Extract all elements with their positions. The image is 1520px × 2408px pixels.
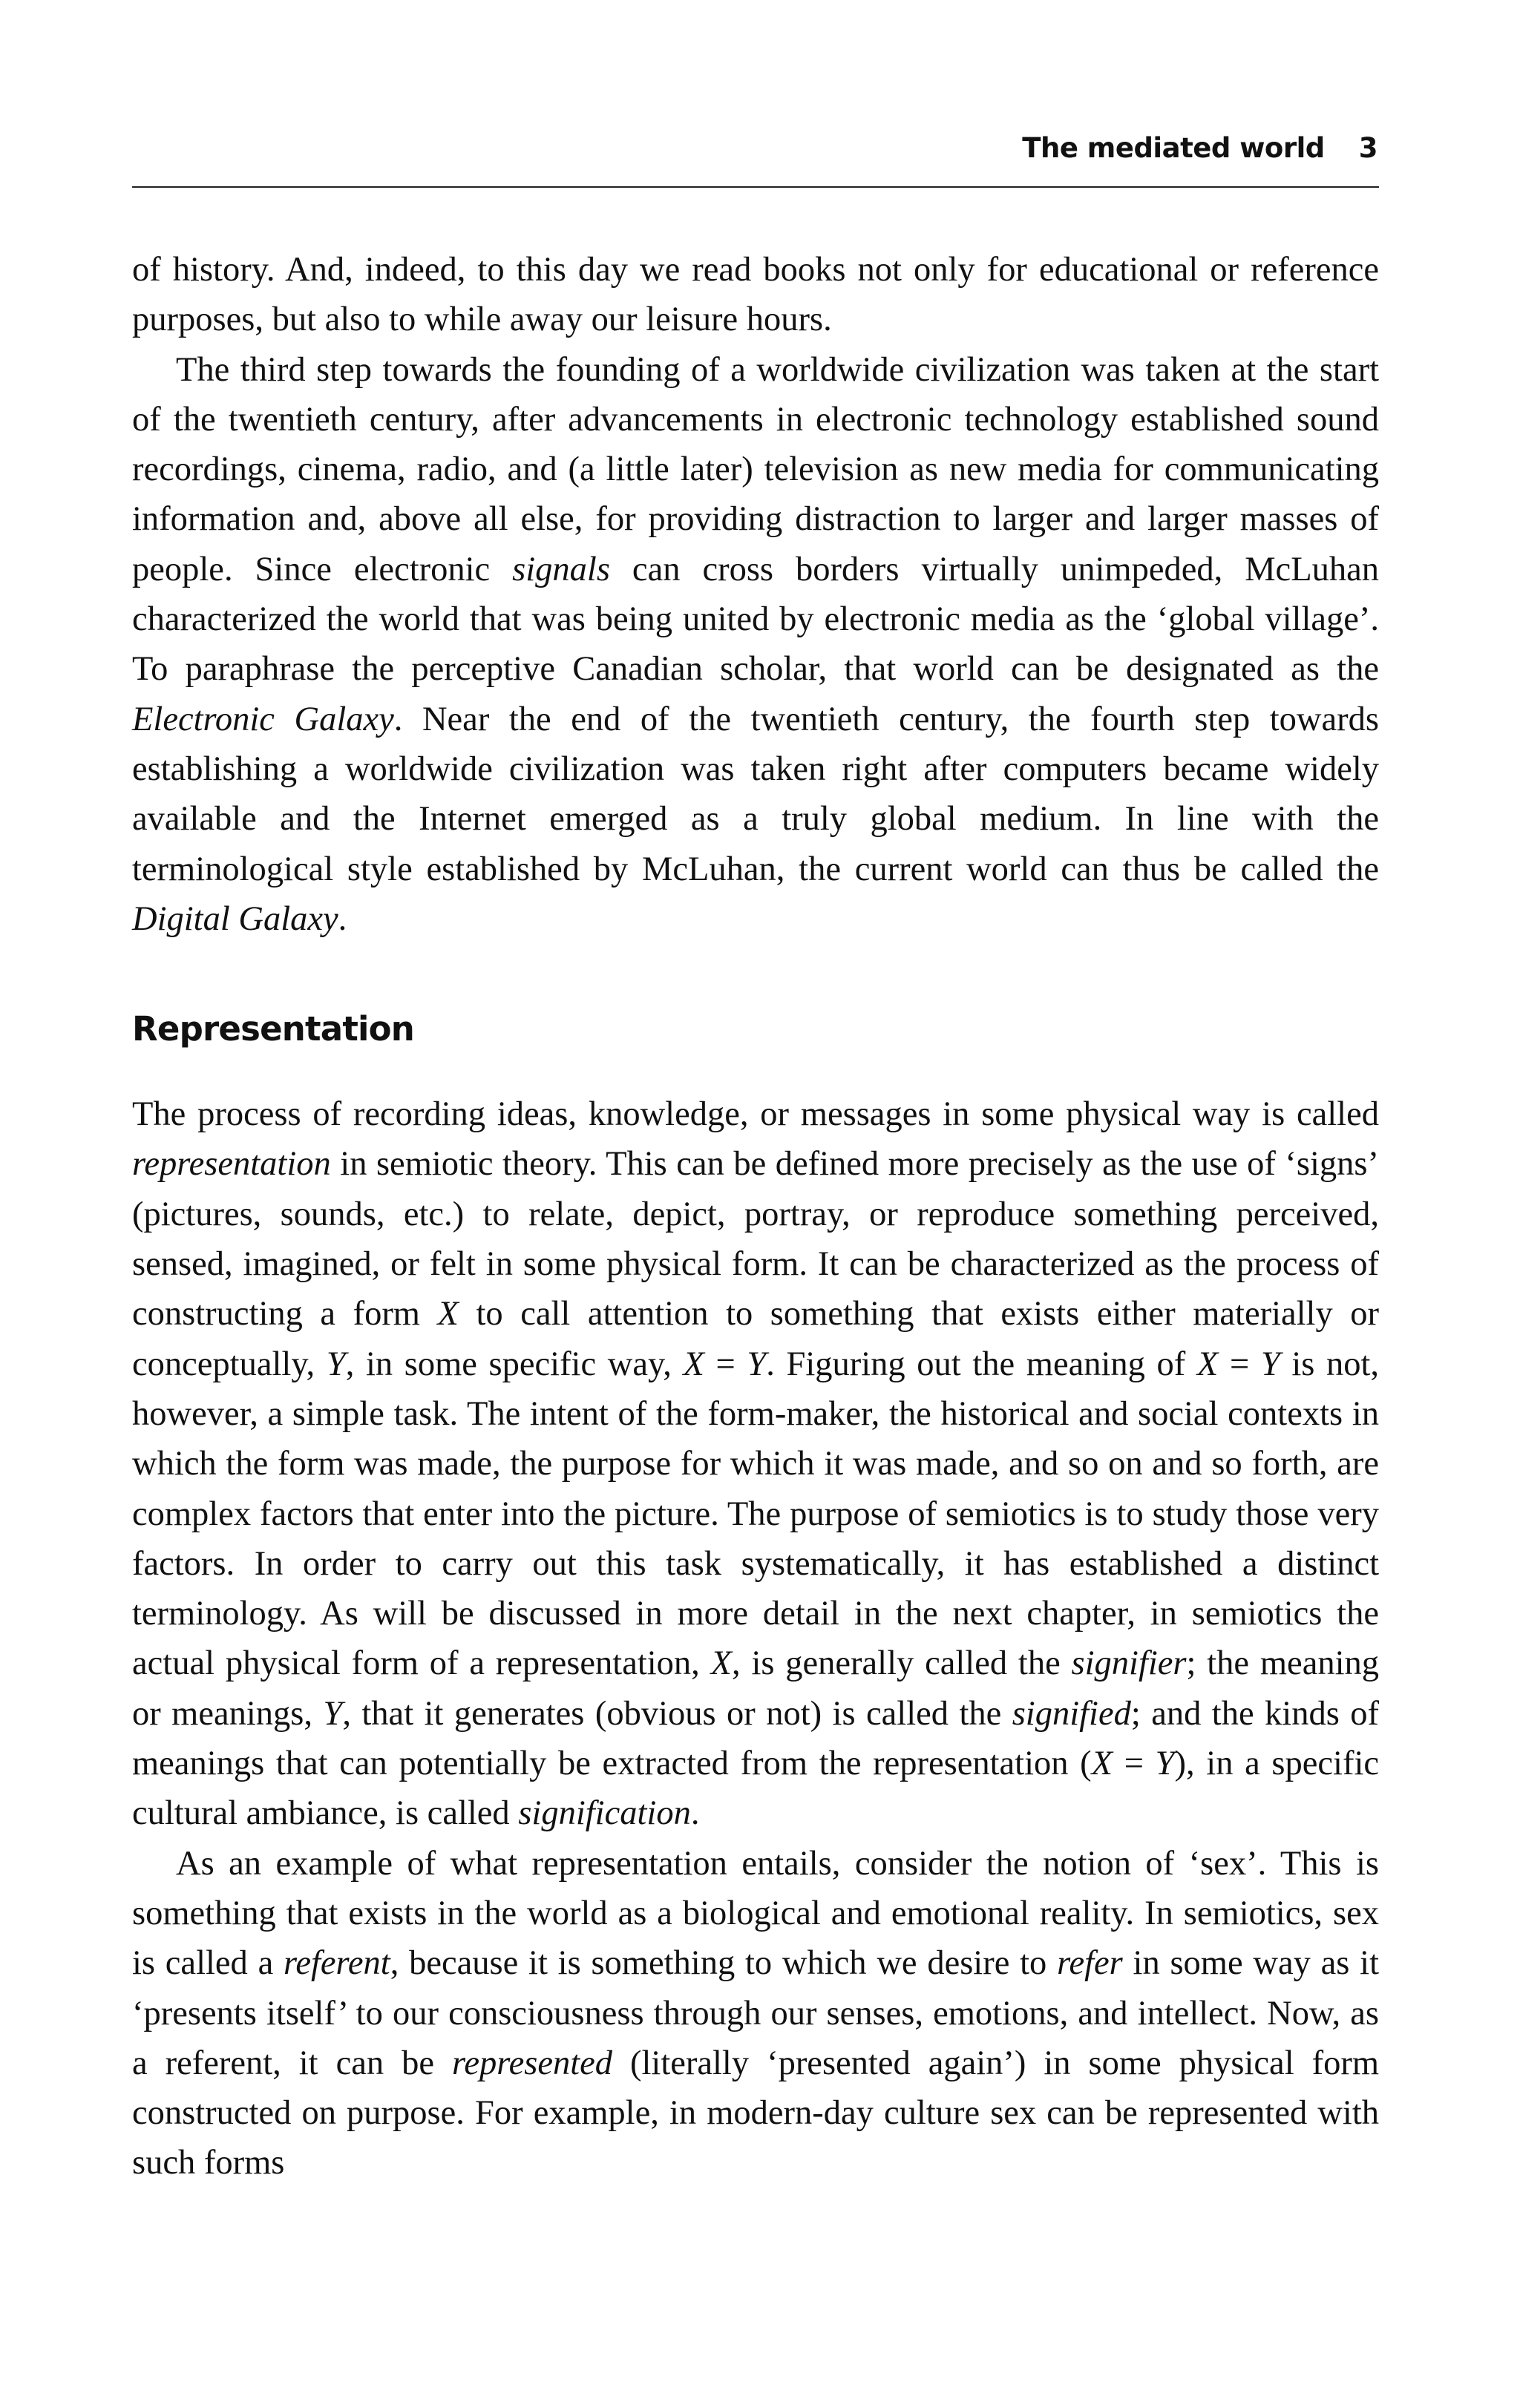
italic-var-y: Y xyxy=(747,1345,767,1383)
paragraph-text: of history. And, indeed, to this day we read books not only for educational or reference purposes, but also to while away our leisure hours. xyxy=(132,251,1379,339)
text-run: ; the meaning or meanings, xyxy=(132,1644,1379,1733)
italic-var-x: X xyxy=(710,1644,733,1683)
italic-term-digital-galaxy: Digital Galaxy xyxy=(132,899,338,938)
text-run: in semiotic theory. This can be defined more precisely as the use of ‘signs’ (pictures, sounds, etc.) to relate, depict, portray, or reproduce something perceived, sensed, imagined, or felt in some physical form. It can be characterized as the process of constructing a form xyxy=(132,1145,1379,1333)
paragraph-continued xyxy=(132,245,1379,345)
text-run: As an example of what representation entails, consider the notion of ‘sex’. This is something that exists in the world as a biological and emotional reality. In semiotics, sex is called a xyxy=(132,1844,1379,1983)
text-run: , in some specific way, xyxy=(345,1345,684,1383)
header-rule xyxy=(132,186,1379,188)
text-run: The process of recording ideas, knowledge, or messages in some physical way is called xyxy=(132,1095,1379,1134)
paragraph-third-step xyxy=(132,345,1379,945)
running-title: The mediated world xyxy=(1022,132,1325,164)
text-run: can cross borders virtually unimpeded, McLuhan characterized the world that was being united by electronic media as the ‘global village’. To paraphrase the perceptive Canadian scholar, that world can be designated as the xyxy=(132,550,1379,689)
text-run: ), in a specific cultural ambiance, is called xyxy=(132,1745,1379,1833)
italic-term-signification: signification xyxy=(518,1794,691,1833)
paragraph-sex-example xyxy=(132,1839,1379,2188)
italic-term-signified: signified xyxy=(1012,1694,1131,1733)
italic-term-represented: represented xyxy=(451,2044,613,2082)
text-run: = xyxy=(1218,1345,1261,1383)
text-run: . Figuring out the meaning of xyxy=(766,1345,1197,1383)
book-page xyxy=(132,0,1379,2408)
italic-var-x: X xyxy=(437,1295,459,1333)
italic-var-y: Y xyxy=(1155,1745,1175,1783)
text-run: = xyxy=(1113,1745,1156,1783)
text-run: , that it generates (obvious or not) is called the xyxy=(342,1694,1012,1733)
body-text xyxy=(132,245,1379,2188)
italic-term-referent: referent xyxy=(283,1944,390,1983)
italic-var-y: Y xyxy=(1260,1345,1280,1383)
page-number: 3 xyxy=(1358,132,1378,164)
text-run: The third step towards the founding of a worldwide civilization was taken at the start of the twentieth century, after advancements in electronic technology established sound recordings, cinema, radio, and (a little later) television as new media for communicating information and, above all else, for providing distraction to larger and larger masses of people. Since electronic xyxy=(132,350,1379,588)
running-header xyxy=(132,132,1379,184)
paragraph-representation xyxy=(132,1089,1379,1838)
text-run: . Near the end of the twentieth century, the fourth step towards establishing a worldwide civilization was taken right after computers became widely available and the Internet emerged as a truly global medium. In line with the terminological style established by McLuhan, the current world can thus be called the xyxy=(132,700,1379,888)
italic-var-x: X xyxy=(683,1345,704,1383)
text-run: , because it is something to which we desire to xyxy=(390,1944,1058,1983)
text-run: . xyxy=(338,899,347,938)
italic-term-signals: signals xyxy=(512,550,610,588)
text-run: , is generally called the xyxy=(732,1644,1072,1683)
italic-term-refer: refer xyxy=(1057,1944,1123,1983)
section-heading-representation: Representation xyxy=(132,1009,415,1049)
italic-var-y: Y xyxy=(323,1694,343,1733)
italic-term-representation: representation xyxy=(132,1145,331,1184)
text-run: in some way as it ‘presents itself’ to our consciousness through our senses, emotions, and intellect. Now, as a referent, it can be xyxy=(132,1944,1379,2082)
italic-term-electronic-galaxy: Electronic Galaxy xyxy=(132,700,394,738)
italic-var-y: Y xyxy=(326,1345,346,1383)
text-run: ; and the kinds of meanings that can potentially be extracted from the representation ( xyxy=(132,1694,1379,1783)
text-run: is not, however, a simple task. The intent of the form-maker, the historical and social contexts in which the form was made, the purpose for which it was made, and so on and so forth, are complex factors that enter into the picture. The purpose of semiotics is to study those very factors. In order to carry out this task systematically, it has established a distinct terminology. As will be discussed in more detail in the next chapter, in semiotics the actual physical form of a representation, xyxy=(132,1345,1380,1683)
italic-var-x: X xyxy=(1196,1345,1219,1383)
italic-term-signifier: signifier xyxy=(1071,1644,1187,1683)
text-run: to call attention to something that exists either materially or conceptually, xyxy=(132,1295,1379,1383)
text-run: . xyxy=(690,1794,700,1833)
italic-var-x: X xyxy=(1091,1745,1113,1783)
text-run: = xyxy=(704,1345,747,1383)
text-run: (literally ‘presented again’) in some physical form constructed on purpose. For example, in modern-day culture sex can be represented with such forms xyxy=(132,2044,1379,2182)
